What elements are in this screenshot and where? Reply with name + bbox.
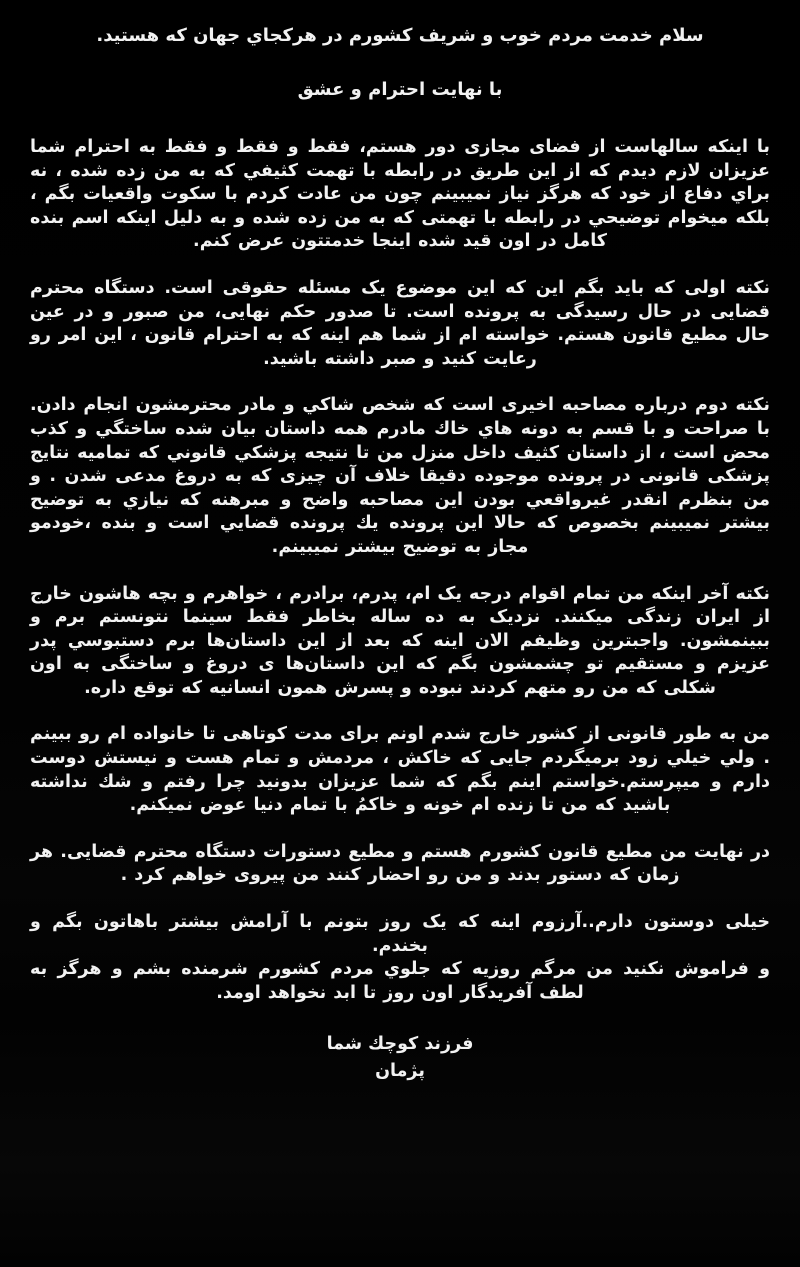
closing-block bbox=[30, 911, 770, 1005]
paragraph-point-one-legal-case: نکته اولی که باید بگم این که این موضوع یک مسئله حقوقی است. دستگاه محترم قضایی در حال رسیدگی به پرونده است. تا صدور حکم نهایی، من صبور و در عین حال مطیع قانون هستم. خواسته ام از شما هم اینه که به احترام قانون ، این امر رو رعایت کنید و صبر داشته باشید. bbox=[30, 277, 770, 369]
greeting-line: سلام خدمت مردم خوب و شریف کشورم در هرکجاي جهان که هستید. bbox=[96, 25, 704, 46]
paragraph-leaving-country: من به طور قانونی از کشور خارج شدم اونم برای مدت کوتاهی تا خانواده ام رو ببینم . ولي خیلي زود برمیگردم جایی که خاکش ، مردمش و تمام هست و نیستش دوست دارم و میپرستم.خواستم اینم بگم که شما عزیزان بدونید چرا رفتم و شك نداشته باشید که من تا زنده ام خونه و خاکمُ با تمام دنیا عوض نمیکنم. bbox=[30, 724, 770, 816]
signature-role-line: فرزند کوچك شما bbox=[326, 1034, 474, 1055]
signature-block bbox=[30, 1031, 770, 1085]
paragraph-intro: با اینکه سالهاست از فضای مجازی دور هستم، فقط و فقط و فقط به احترام شما عزیزان لازم دیدم که از این طریق در رابطه با تهمت کثیفي که به من زده شده ، نه براي دفاع از خود که هرگز نیاز نمیبینم چون من عادت کردم با سکوت واقعیات بگم ، بلکه میخوام توضیحي در رابطه با تهمتی که به من زده شده و به دلیل اینکه اسم بنده کامل در اون قید شده اینجا خدمتتون عرض کنم. bbox=[30, 137, 770, 252]
paragraph-point-last-family: نکته آخر اینکه من تمام اقوام درجه یک ام، پدرم، برادرم ، خواهرم و بچه هاشون خارج از ایران زندگی میکنند. نزدیک به ده ساله بخاطر فقط سینما نتونستم برم و ببینمشون. واجبترین وظیفم الان اینه که بعد از این داستان‌ها برم دستبوسي پدر عزیزم و مستقیم تو چشمشون بگم که این داستان‌ها ی دروغ و ساختگی به اون شکلی که من رو متهم کردند نبوده و پسرش همون انسانیه که توقع داره. bbox=[30, 583, 770, 698]
closing-wish-line: خیلی دوستون دارم..آرزوم اینه که یک روز بتونم با آرامش بیشتر باهاتون بگم و بخندم. bbox=[30, 912, 770, 956]
paragraph-obedience-to-law: در نهایت من مطیع قانون کشورم هستم و مطیع دستورات دستگاه محترم قضایی. هر زمان که دستور بدند و من رو احضار کنند من پیروی خواهم کرد . bbox=[30, 841, 770, 886]
signature-name-line: پژمان bbox=[375, 1061, 425, 1082]
salutation-line: با نهایت احترام و عشق bbox=[297, 79, 503, 100]
closing-promise-line: و فراموش نکنید من مرگم روزیه که جلوي مردم کشورم شرمنده بشم و هرگز به لطف آفریدگار اون روز تا ابد نخواهد اومد. bbox=[30, 959, 770, 1003]
paragraph-point-two-interview: نکته دوم درباره مصاحبه اخیری است که شخص شاکي و مادر محترمشون انجام دادن. با صراحت و با قسم به دونه هاي خاك مادرم همه داستان بیان شده ساختگي و کذب محض است ، از داستان کثیف داخل منزل من تا نتیجه پزشکي قانوني که تمامیه نتایج پزشکی قانونی در پرونده موجوده دقیقا خلاف آن چیزی که به دروغ مدعی شدن . و من بنظرم انقدر غیرواقعي بودن این مصاحبه واضح و مبرهنه که نیازي به توضیح بیشتر نمیبینم بخصوص که حالا این پرونده یك پرونده قضایي است و بنده ،خودمو مجاز به توضیح بیشتر نمیبینم. bbox=[30, 395, 770, 557]
